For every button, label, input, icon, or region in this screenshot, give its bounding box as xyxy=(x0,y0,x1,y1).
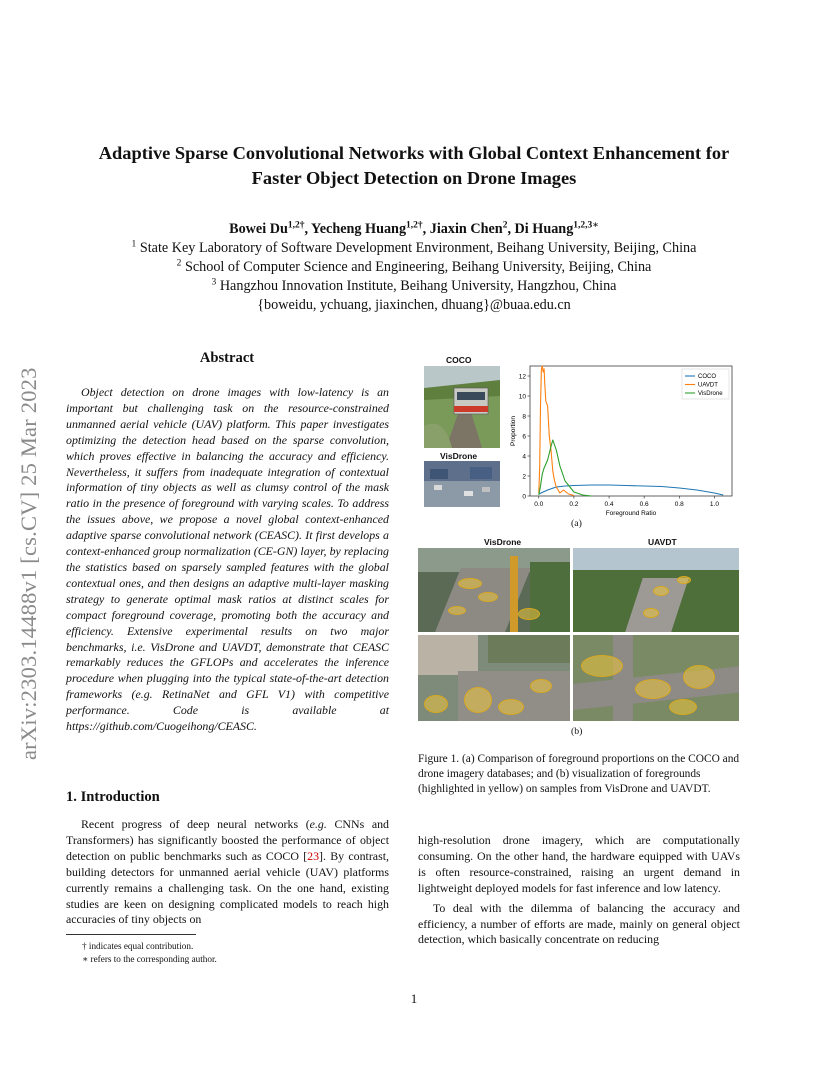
legend-entry: VisDrone xyxy=(698,391,723,398)
author-name: Jiaxin Chen xyxy=(429,221,503,237)
introduction-text xyxy=(66,817,389,928)
affiliation-sup: 3 xyxy=(211,277,217,288)
coco-label: COCO xyxy=(446,355,472,365)
x-tick-label: 0.6 xyxy=(639,501,649,508)
author-sup: 2 xyxy=(502,220,508,231)
chart-root xyxy=(510,366,732,517)
affiliation-text: School of Computer Science and Engineering, Beihang University, Beijing, China xyxy=(184,259,652,275)
intro-text-part: Recent progress of deep neural networks ( xyxy=(81,817,310,831)
right-paragraph-1: high-resolution drone imagery, which are computationally consuming. On the other hand, the hardware equipped with UAVs is often resource-constrained, raising an urgent demand in lightweight deployed models for fast inference and low latency. xyxy=(418,833,740,895)
uavdt-sample-2 xyxy=(573,635,739,721)
abstract-heading: Abstract xyxy=(199,350,255,366)
y-tick-label: 6 xyxy=(522,433,526,441)
subfigure-a-label: (a) xyxy=(571,518,582,529)
author-name: Bowei Du xyxy=(229,221,288,237)
affiliation-sup: 1 xyxy=(131,239,137,250)
author-sup: 1,2,3∗ xyxy=(573,220,599,231)
visdrone-small-label: VisDrone xyxy=(440,451,478,461)
affiliation-text: State Key Laboratory of Software Development Environment, Beihang University, Beijing, China xyxy=(139,240,697,256)
y-tick-label: 4 xyxy=(522,453,526,461)
visdrone-sample-1 xyxy=(418,548,570,632)
uavdt-label: UAVDT xyxy=(648,537,677,547)
introduction-heading: 1. Introduction xyxy=(66,789,160,805)
legend-entry: UAVDT xyxy=(698,382,718,389)
visdrone-label: VisDrone xyxy=(484,537,522,547)
series-line-uavdt xyxy=(539,366,574,496)
x-tick-label: 0.0 xyxy=(534,501,544,508)
foreground-ratio-chart xyxy=(502,362,742,518)
abstract-text: Object detection on drone images with low-latency is an important but challenging task on the resource-constrained unmanned aerial vehicle (UAV) platform. This paper investigates optimizing the detection head based on the sparse convolution, which proves effective in balancing the accuracy and efficiency. Nevertheless, it suffers from inadequate integration of contextual information of tiny objects as well as clumsy control of the mask ratio in the presence of foreground with varying scales. To address the issues above, we propose a novel global context-enhanced adaptive sparse convolutional network (CEASC). It first develops a context-enhanced group normalization (CE-GN) layer, by replacing the statistics based on sparsely sampled features with the global contextual ones, and then designs an adaptive multi-layer masking strategy to generate optimal mask ratios at distinct scales for compact foreground coverage, promoting both the accuracy and efficiency. Extensive experimental results on two major benchmarks, i.e. VisDrone and UAVDT, demonstrate that CEASC remarkably reduces the GFLOPs and accelerates the inference procedure when plugging into the typical state-of-the-art detection frameworks (e.g. RetinaNet and GFL V1) with competitive performance. Code is available at https://github.com/Cuogeihong/CEASC. xyxy=(66,385,389,734)
title-line-1: Adaptive Sparse Convolutional Networks with Global Context Enhancement for xyxy=(98,143,730,163)
affiliation-1 xyxy=(40,239,788,257)
x-tick-label: 0.4 xyxy=(604,501,614,508)
legend-entry: COCO xyxy=(698,374,716,381)
intro-text-part: ]. By contrast, building detectors for unmanned aerial vehicle (UAV) platforms currently remains a challenging task. On the one hand, existing studies are keen on designing complicated models to reach high accuracies of tiny objects on xyxy=(66,848,389,927)
citation-link[interactable]: 23 xyxy=(307,848,320,863)
y-tick-label: 8 xyxy=(522,413,526,421)
series-line-coco xyxy=(539,485,723,495)
visdrone-sample-image-small xyxy=(424,461,500,507)
y-tick-label: 10 xyxy=(518,393,526,401)
footnote-corresponding: ∗ refers to the corresponding author. xyxy=(82,954,217,964)
author-name: Di Huang xyxy=(514,221,574,237)
author-sup: 1,2† xyxy=(287,220,305,231)
figure-caption: Figure 1. (a) Comparison of foreground proportions on the COCO and drone imagery databases; and (b) visualization of foregrounds (highlighted in yellow) on samples from VisDrone and UAVDT. xyxy=(418,753,740,795)
y-axis-label: Proportion xyxy=(510,416,517,446)
intro-eg: e.g. xyxy=(309,817,327,831)
x-tick-label: 0.8 xyxy=(674,501,684,508)
x-tick-label: 0.2 xyxy=(569,501,579,508)
arxiv-side-stamp: arXiv:2303.14488v1 [cs.CV] 25 Mar 2023 xyxy=(16,367,41,760)
uavdt-sample-1 xyxy=(573,548,739,632)
y-tick-label: 0 xyxy=(522,493,526,501)
author-email[interactable]: {boweidu, ychuang, jiaxinchen, dhuang}@buaa.edu.cn xyxy=(257,297,571,313)
right-column-text xyxy=(418,833,740,948)
affiliation-3 xyxy=(40,277,788,295)
series-line-visdrone xyxy=(539,440,592,496)
footnote-equal-contribution: † indicates equal contribution. xyxy=(82,941,194,951)
y-tick-label: 12 xyxy=(518,373,526,381)
visdrone-sample-2 xyxy=(418,635,570,721)
author-line: Bowei $Du^{1,2\dagger}$, Yecheng Huang$^{1,2\dagger}$, Jiaxin Chen$^2$, Di Huang$^{1,2,3∗}$ xyxy=(229,220,599,237)
affiliation-sup: 2 xyxy=(176,258,182,269)
affiliation-2 xyxy=(40,258,788,276)
y-tick-label: 2 xyxy=(522,473,526,481)
author-name: Yecheng Huang xyxy=(311,221,407,237)
coco-sample-image xyxy=(424,366,500,448)
subfigure-b-label: (b) xyxy=(571,726,583,737)
page-number: 1 xyxy=(410,991,418,1006)
paper-title xyxy=(40,141,788,191)
affiliation-text: Hangzhou Innovation Institute, Beihang University, Hangzhou, China xyxy=(219,278,617,294)
author-sup: 1,2† xyxy=(406,220,423,231)
right-paragraph-2: To deal with the dilemma of balancing the accuracy and efficiency, a number of efforts are made, mainly on general object detection, which basically concentrate on reducing xyxy=(418,900,740,947)
intro-text-part: CNNs and Transformers) has significantly boosted the performance of object detection on public benchmarks such as COCO [ xyxy=(66,817,389,863)
footnote-divider xyxy=(66,934,196,935)
x-tick-label: 1.0 xyxy=(709,501,719,508)
x-axis-label: Foreground Ratio xyxy=(605,510,657,517)
title-line-2: Faster Object Detection on Drone Images xyxy=(251,168,577,188)
